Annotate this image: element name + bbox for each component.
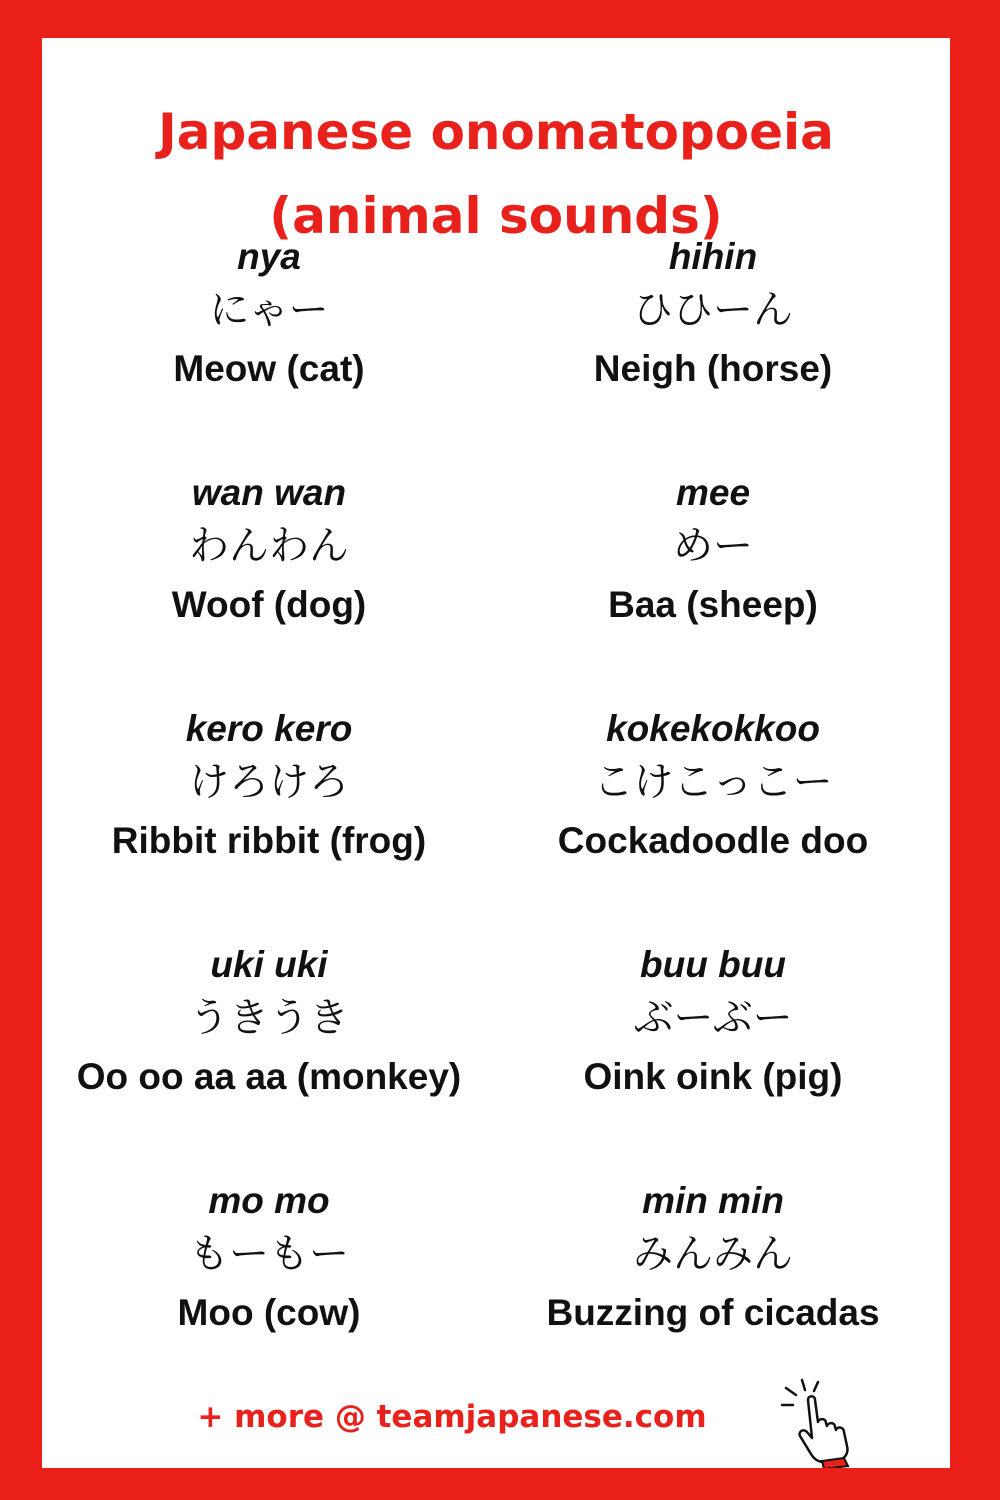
kana: けろけろ: [189, 759, 349, 805]
kana: うきうき: [189, 995, 349, 1041]
entry-cow: [42, 1178, 496, 1342]
meaning: Ribbit ribbit (frog): [111, 820, 427, 861]
romaji: kero kero: [185, 708, 353, 749]
romaji: wan wan: [191, 472, 347, 513]
meaning: Meow (cat): [173, 348, 365, 389]
kana: めー: [673, 523, 753, 569]
meaning: Neigh (horse): [593, 348, 833, 389]
kana: にゃー: [209, 287, 329, 333]
meaning: Cockadoodle doo: [557, 820, 869, 861]
entry-cicada: [486, 1178, 940, 1342]
title-line-2: (animal sounds): [269, 187, 723, 245]
romaji: hihin: [668, 236, 758, 277]
kana: ひひーん: [633, 287, 793, 333]
meaning: Woof (dog): [171, 584, 367, 625]
romaji: min min: [642, 1180, 784, 1221]
romaji: mo mo: [208, 1180, 330, 1221]
footer-link[interactable]: + more @ teamjapanese.com: [197, 1399, 707, 1435]
entry-cat: [42, 234, 496, 398]
card: [42, 38, 950, 1468]
pointing-hand-icon[interactable]: [774, 1372, 874, 1468]
meaning: Baa (sheep): [608, 584, 818, 625]
romaji: nya: [237, 236, 301, 277]
kana: こけこっこー: [593, 759, 833, 805]
kana: もーもー: [189, 1231, 349, 1277]
romaji: kokekokkoo: [606, 708, 820, 749]
entry-frog: [42, 706, 496, 870]
title-line-1: Japanese onomatopoeia: [158, 103, 834, 161]
entry-horse: [486, 234, 940, 398]
meaning: Oo oo aa aa (monkey): [76, 1056, 462, 1097]
kana: ぶーぶー: [633, 995, 793, 1041]
kana: わんわん: [189, 523, 349, 569]
entry-rooster: [486, 706, 940, 870]
meaning: Buzzing of cicadas: [546, 1292, 880, 1333]
page-title: [42, 90, 950, 258]
meaning: Moo (cow): [177, 1292, 361, 1333]
entry-monkey: [42, 942, 496, 1106]
romaji: buu buu: [640, 944, 786, 985]
romaji: uki uki: [210, 944, 328, 985]
romaji: mee: [675, 472, 751, 513]
meaning: Oink oink (pig): [583, 1056, 843, 1097]
kana: みんみん: [633, 1231, 793, 1277]
entry-pig: [486, 942, 940, 1106]
entry-sheep: [486, 470, 940, 634]
entry-dog: [42, 470, 496, 634]
